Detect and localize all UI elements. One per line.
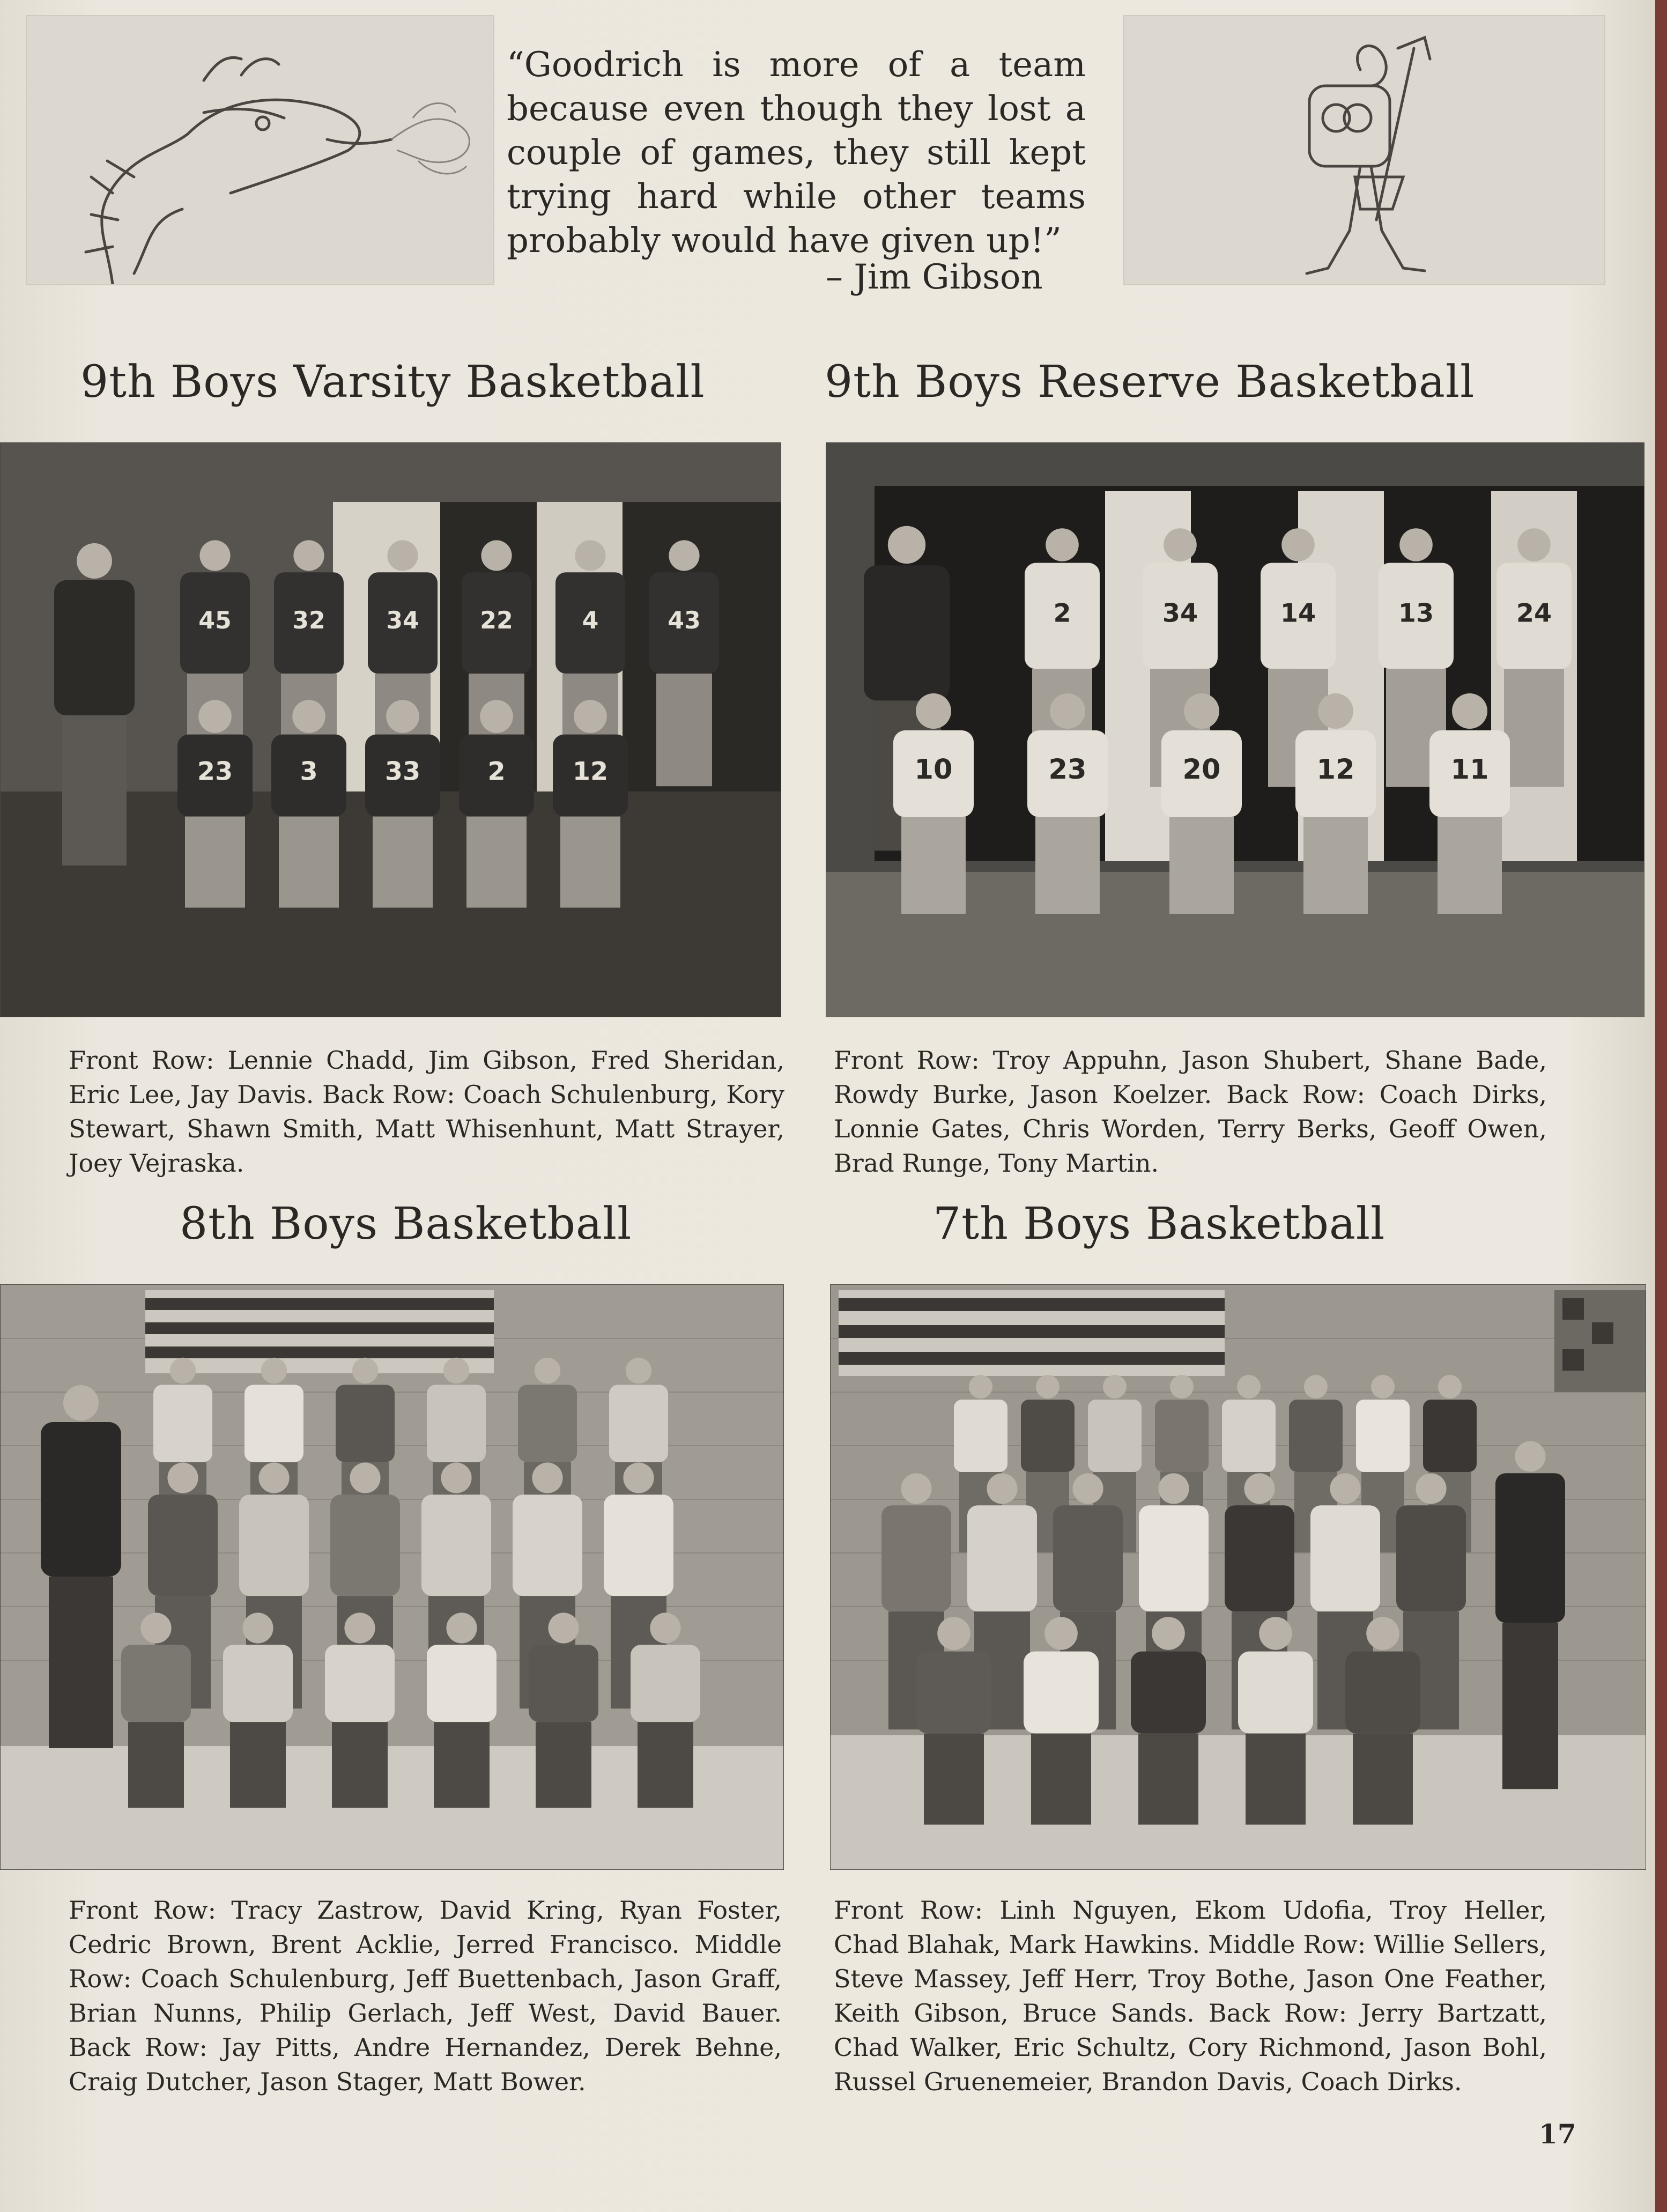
team-photo-7th-graphic bbox=[831, 1285, 1646, 1869]
jersey-number: 10 bbox=[914, 754, 953, 786]
quote-attribution: – Jim Gibson bbox=[826, 257, 1043, 297]
section-title-7th: 7th Boys Basketball bbox=[933, 1199, 1386, 1249]
jersey-number: 24 bbox=[1516, 598, 1552, 628]
jersey-number: 11 bbox=[1450, 754, 1489, 786]
caption-9th-varsity: Front Row: Lennie Chadd, Jim Gibson, Fred Sheridan, Eric Lee, Jay Davis. Back Row: Coach Schulenburg, Kory Stewart, Shawn Smith, Matt Whisenhunt, Matt Strayer, Joey Vejraska. bbox=[69, 1046, 784, 1178]
jersey-number: 43 bbox=[668, 607, 701, 635]
wall-quilt bbox=[1554, 1290, 1646, 1392]
jersey-number: 2 bbox=[487, 757, 506, 787]
team-photo-7th bbox=[830, 1284, 1646, 1870]
binding-edge bbox=[1655, 0, 1667, 2212]
jersey-number: 23 bbox=[1048, 754, 1087, 786]
dragon-sketch bbox=[26, 15, 494, 285]
team-photo-9th-varsity bbox=[0, 442, 781, 1017]
team-photo-8th bbox=[0, 1284, 784, 1870]
team-photo-9th-reserve bbox=[826, 442, 1644, 1017]
coach-figure bbox=[41, 1385, 121, 1748]
coach-figure bbox=[54, 543, 135, 865]
jersey-number: 34 bbox=[1162, 598, 1198, 628]
jersey-number: 13 bbox=[1398, 598, 1434, 628]
jersey-number: 12 bbox=[572, 757, 609, 787]
jersey-number: 20 bbox=[1182, 754, 1221, 786]
team-photo-8th-graphic bbox=[1, 1285, 783, 1869]
caption-8th: Front Row: Tracy Zastrow, David Kring, Ryan Foster, Cedric Brown, Brent Acklie, Jerred Francisco. Middle Row: Coach Schulenburg, Jeff Buettenbach, Jason Graff, Brian Nunns, Philip Gerlach, Jeff West, David Bauer. Back Row: Jay Pitts, Andre Hernandez, Derek Behne, Craig Dutcher, Jason Stager, Matt Bower. bbox=[69, 1896, 782, 2096]
caption-9th-reserve: Front Row: Troy Appuhn, Jason Shubert, Shane Bade, Rowdy Burke, Jason Koelzer. Back Row: Coach Dirks, Lonnie Gates, Chris Worden, Terry Berks, Geoff Owen, Brad Runge, Tony Martin. bbox=[834, 1046, 1547, 1178]
team-photo-9th-varsity-graphic bbox=[1, 443, 781, 1017]
player-back-row bbox=[649, 540, 719, 786]
quote-text: “Goodrich is more of a team because even though they lost a couple of games, they still kept trying hard while other teams probably would have given up!” bbox=[507, 45, 1086, 261]
page-number: 17 bbox=[1539, 2118, 1576, 2150]
knight-sketch bbox=[1123, 15, 1605, 285]
jersey-number: 32 bbox=[292, 607, 325, 635]
jersey-number: 14 bbox=[1280, 598, 1316, 628]
caption-7th: Front Row: Linh Nguyen, Ekom Udofia, Troy Heller, Chad Blahak, Mark Hawkins. Middle Row: Willie Sellers, Steve Massey, Jeff Herr, Troy Bothe, Jason One Feather, Keith Gibson, Bruce Sands. Back Row: Jerry Bartzatt, Chad Walker, Eric Schultz, Cory Richmond, Jason Bohl, Russel Gruenemeier, Brandon Davis, Coach Dirks. bbox=[834, 1896, 1547, 2096]
jersey-number: 23 bbox=[197, 757, 233, 787]
jersey-number: 33 bbox=[384, 757, 421, 787]
jersey-number: 3 bbox=[300, 757, 318, 787]
jersey-number: 12 bbox=[1316, 754, 1355, 786]
jersey-number: 45 bbox=[198, 607, 232, 635]
flag-8th bbox=[145, 1290, 494, 1373]
section-title-8th: 8th Boys Basketball bbox=[180, 1199, 632, 1249]
section-title-9th-varsity: 9th Boys Varsity Basketball bbox=[80, 357, 705, 408]
jersey-number: 4 bbox=[582, 607, 599, 635]
flag-7th bbox=[839, 1290, 1225, 1376]
jersey-number: 2 bbox=[1053, 598, 1071, 628]
jersey-number: 22 bbox=[480, 607, 513, 635]
section-title-9th-reserve: 9th Boys Reserve Basketball bbox=[825, 357, 1475, 408]
jersey-number: 34 bbox=[386, 607, 419, 635]
coach-figure bbox=[1495, 1441, 1565, 1789]
team-photo-9th-reserve-graphic bbox=[826, 443, 1644, 1017]
